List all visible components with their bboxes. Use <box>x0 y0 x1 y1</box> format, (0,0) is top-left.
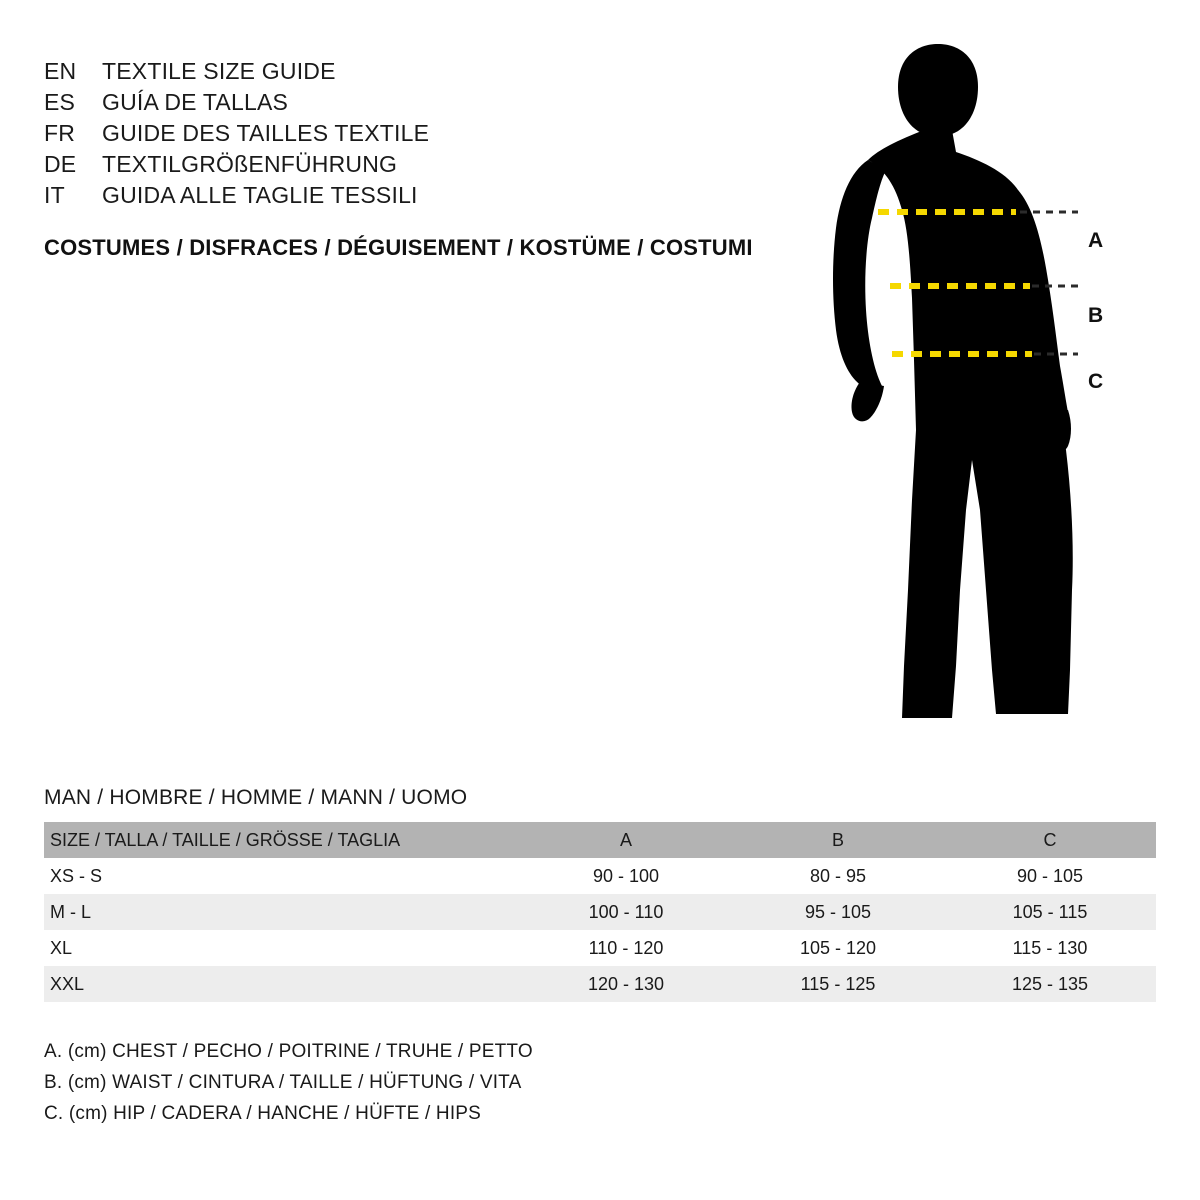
table-row <box>44 858 1156 894</box>
table-header-row <box>44 822 1156 858</box>
column-header-a: A <box>619 829 632 850</box>
category-subtitle: COSTUMES / DISFRACES / DÉGUISEMENT / KOSTÜME / COSTUMI <box>44 235 753 260</box>
column-header-size: SIZE / TALLA / TAILLE / GRÖSSE / TAGLIA <box>50 829 401 850</box>
table-row <box>44 894 1156 930</box>
cell-a: 110 - 120 <box>588 937 664 958</box>
cell-size: M - L <box>50 901 92 922</box>
language-row <box>44 118 824 149</box>
cell-size: XS - S <box>50 865 103 886</box>
cell-c: 105 - 115 <box>1012 901 1088 922</box>
language-title: TEXTILGRÖßENFÜHRUNG <box>102 151 398 177</box>
language-row <box>44 87 824 118</box>
table-row <box>44 966 1156 1002</box>
language-code: IT <box>44 182 65 208</box>
cell-b: 95 - 105 <box>804 901 872 922</box>
language-code: EN <box>44 58 77 84</box>
table-header <box>44 822 1156 858</box>
language-code: DE <box>44 151 77 177</box>
cell-size: XXL <box>50 973 85 994</box>
body-measurement-figure <box>820 30 1150 740</box>
language-row <box>44 56 824 87</box>
legend-item-a: A. (cm) CHEST / PECHO / POITRINE / TRUHE / PETTO <box>44 1041 533 1062</box>
language-title: GUÍA DE TALLAS <box>102 89 289 115</box>
language-row <box>44 149 824 180</box>
cell-c: 125 - 135 <box>1011 973 1089 994</box>
column-header-c: C <box>1043 829 1057 850</box>
cell-a: 120 - 130 <box>587 973 665 994</box>
table-body <box>44 858 1156 1002</box>
language-title: GUIDE DES TAILLES TEXTILE <box>102 120 430 146</box>
legend-item-b: B. (cm) WAIST / CINTURA / TAILLE / HÜFTUNG / VITA <box>44 1072 522 1093</box>
cell-b: 115 - 125 <box>800 973 876 994</box>
table-caption: MAN / HOMBRE / HOMME / MANN / UOMO <box>44 786 468 809</box>
cell-b: 105 - 120 <box>799 937 877 958</box>
legend-item-c: C. (cm) HIP / CADERA / HANCHE / HÜFTE / HIPS <box>44 1103 482 1124</box>
language-row <box>44 180 824 211</box>
cell-a: 90 - 100 <box>592 865 660 886</box>
language-title: GUIDA ALLE TAGLIE TESSILI <box>102 182 418 208</box>
cell-a: 100 - 110 <box>588 901 664 922</box>
language-title: TEXTILE SIZE GUIDE <box>102 58 336 84</box>
measure-label-b: B <box>1088 304 1104 327</box>
language-code: FR <box>44 120 76 146</box>
measurement-legend <box>44 1036 844 1129</box>
cell-c: 90 - 105 <box>1016 865 1084 886</box>
size-table-section <box>44 786 1156 1002</box>
title-block <box>44 56 824 261</box>
size-table <box>44 822 1156 1002</box>
measure-label-c: C <box>1088 370 1104 393</box>
table-row <box>44 930 1156 966</box>
column-header-b: B <box>831 829 844 850</box>
language-code: ES <box>44 89 76 115</box>
cell-b: 80 - 95 <box>809 865 867 886</box>
measure-label-a: A <box>1088 229 1104 252</box>
cell-size: XL <box>50 937 73 958</box>
cell-c: 115 - 130 <box>1012 937 1088 958</box>
